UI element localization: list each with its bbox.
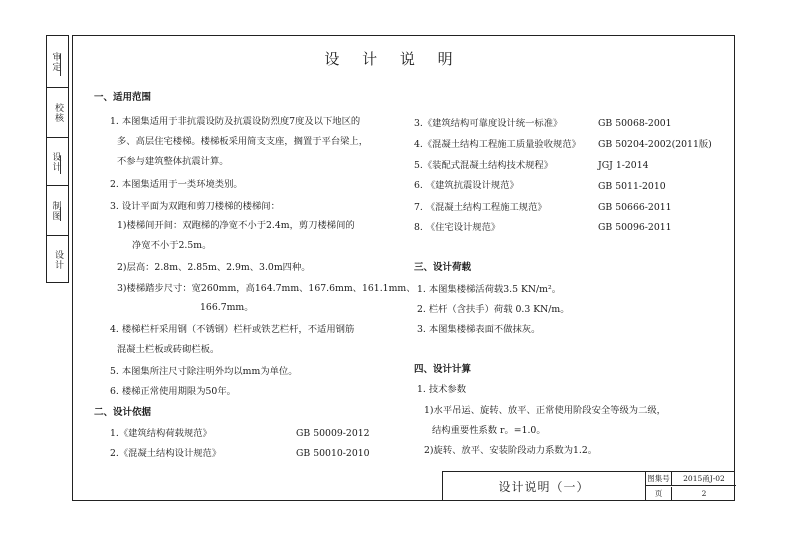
section1-line: 不参与建筑整体抗震计算。 <box>117 156 229 167</box>
standard-code: GB 50009-2012 <box>296 428 370 439</box>
section1-line: 净宽不小于2.5m。 <box>132 240 212 251</box>
section4-line: 1)水平吊运、旋转、放平、正常使用阶段安全等级为二级， <box>424 405 666 416</box>
section4-line: 2)旋转、放平、安装阶段动力系数为1.2。 <box>424 445 598 456</box>
section1-line: 5. 本图集所注尺寸除注明外均以mm为单位。 <box>110 366 298 377</box>
standard-code: GB 50068-2001 <box>598 118 672 129</box>
section3-line: 1. 本图集楼梯活荷载3.5 KN/m²。 <box>417 284 561 295</box>
strip-label-design-2: 设计 <box>53 250 63 270</box>
atlas-number: 2015甬J-02 <box>683 474 725 483</box>
standard-name: 7. 《混凝土结构工程施工规范》 <box>414 202 547 213</box>
strip-label-draw: 制图 <box>50 200 61 221</box>
section1-line: 混凝土栏板或砖砌栏板。 <box>117 344 220 355</box>
standard-code: GB 50666-2011 <box>598 202 672 213</box>
section1-line: 1. 本图集适用于非抗震设防及抗震设防烈度7度及以下地区的 <box>110 116 361 127</box>
standard-name: 1.《建筑结构荷载规范》 <box>110 428 212 439</box>
standard-name: 8. 《住宅设计规范》 <box>414 222 501 233</box>
strip-cell-draw <box>47 186 68 236</box>
section1-line: 1)楼梯间开间：双跑梯的净宽不小于2.4m，剪刀楼梯间的 <box>117 220 355 231</box>
section4-heading: 四、设计计算 <box>414 364 472 375</box>
section1-line: 2)层高：2.8m、2.85m、2.9m、3.0m四种。 <box>117 262 311 273</box>
standard-code: GB 50096-2011 <box>598 222 672 233</box>
page-row <box>646 487 736 501</box>
page-title: 设 计 说 明 <box>324 50 462 68</box>
section1-heading: 一、适用范围 <box>94 92 152 103</box>
strip-label-approve: 审定 <box>50 51 61 72</box>
page-label: 页 <box>646 487 672 501</box>
signature-mark <box>60 207 65 221</box>
signature-mark <box>60 156 65 174</box>
strip-cell-check <box>47 88 68 138</box>
title-block <box>442 471 735 501</box>
section1-line: 2. 本图集适用于一类环境类别。 <box>110 179 243 190</box>
atlas-row <box>646 472 736 486</box>
standard-name: 3.《建筑结构可靠度设计统一标准》 <box>414 118 563 129</box>
standard-name: 5.《装配式混凝土结构技术规程》 <box>414 160 554 171</box>
section4-line: 结构重要性系数 r。=1.0。 <box>432 425 546 436</box>
section1-line: 4. 楼梯栏杆采用钢（不锈钢）栏杆或铁艺栏杆，不适用钢筋 <box>110 324 355 335</box>
standard-name: 2.《混凝土结构设计规范》 <box>110 448 222 459</box>
signature-strip <box>46 35 69 283</box>
standard-code: GB 5011-2010 <box>598 181 666 192</box>
section1-line: 3)楼梯踏步尺寸：宽260mm，高164.7mm、167.6mm、161.1mm、 <box>117 283 416 294</box>
strip-label-design: 设计 <box>50 151 61 172</box>
standard-code: JGJ 1-2014 <box>598 160 649 171</box>
section3-line: 2. 栏杆（含扶手）荷载 0.3 KN/m。 <box>417 304 570 315</box>
atlas-label: 图集号 <box>646 472 672 486</box>
section1-line: 多、高层住宅楼梯。楼梯板采用简支支座，搁置于平台梁上， <box>117 136 369 147</box>
section1-line: 6. 楼梯正常使用期限为50年。 <box>110 386 236 397</box>
section2-heading: 二、设计依据 <box>94 407 152 418</box>
section3-heading: 三、设计荷载 <box>414 262 472 273</box>
strip-cell-design <box>47 138 68 186</box>
title-block-grid <box>645 472 736 501</box>
standard-name: 4.《混凝土结构工程施工质量验收规范》 <box>414 139 581 150</box>
section1-line: 166.7mm。 <box>200 302 254 313</box>
standard-code: GB 50010-2010 <box>296 448 370 459</box>
page-number: 2 <box>701 489 707 498</box>
strip-label-check: 校核 <box>53 102 63 123</box>
section3-line: 3. 本图集楼梯表面不做抹灰。 <box>417 324 541 335</box>
section1-line: 3. 设计平面为双跑和剪刀楼梯的楼梯间： <box>110 201 280 212</box>
standard-name: 6. 《建筑抗震设计规范》 <box>414 180 519 191</box>
strip-cell-design-2 <box>47 236 68 284</box>
section4-line: 1. 技术参数 <box>417 384 467 395</box>
standard-code: GB 50204-2002(2011版) <box>598 139 712 150</box>
drawing-name: 设计说明（一） <box>498 480 590 494</box>
